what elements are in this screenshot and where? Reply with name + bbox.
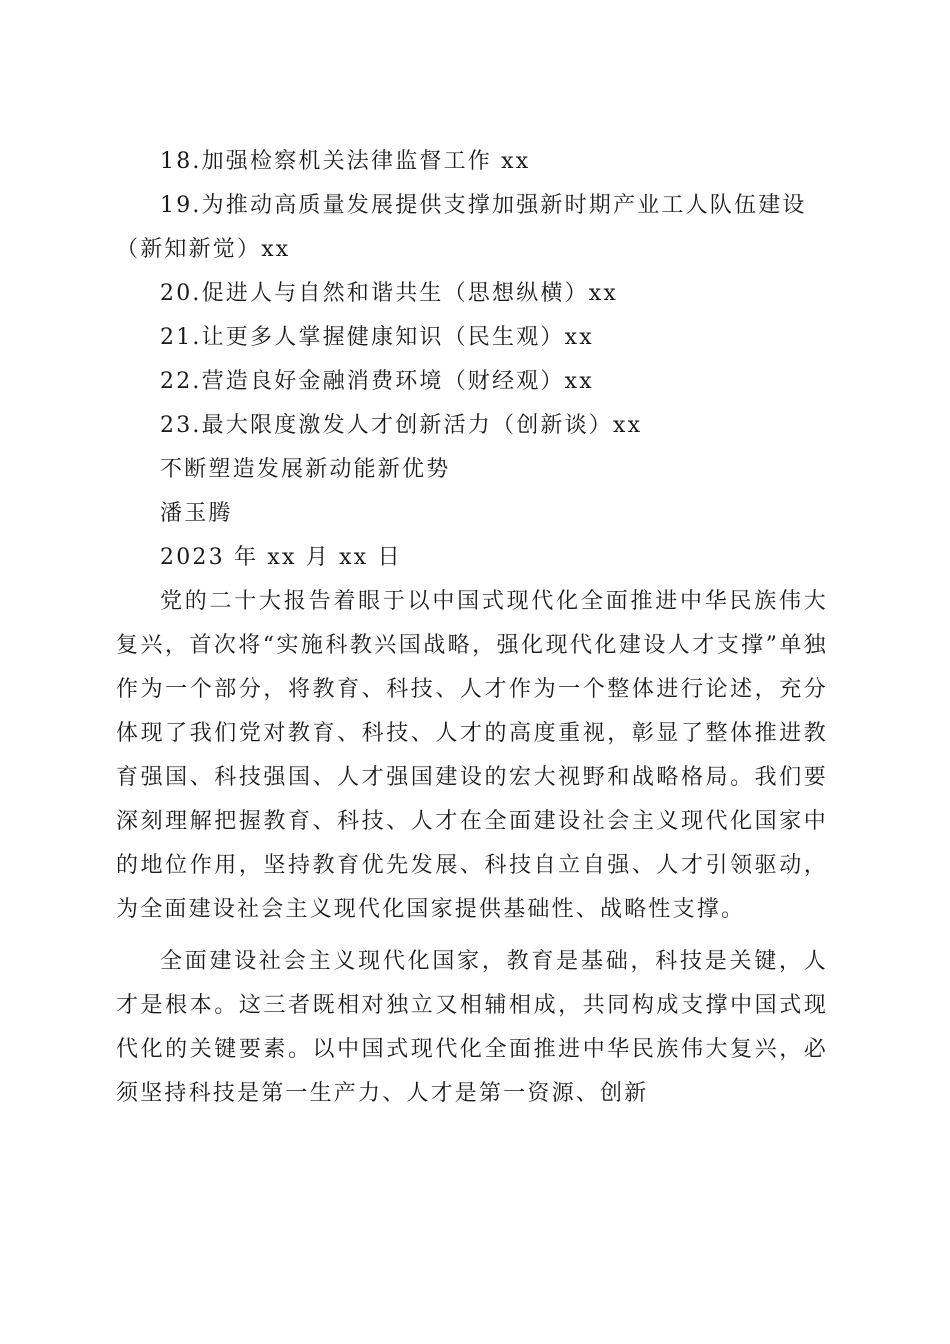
article-paragraph-1: 党的二十大报告着眼于以中国式现代化全面推进中华民族伟大复兴，首次将“实施科教兴国战略，强化现代化建设人才支撑”单独作为一个部分，将教育、科技、人才作为一个整体进行论述，充分体现了我们党对教育、科技、人才的高度重视，彰显了整体推进教育强国、科技强国、人才强国建设的宏大视野和战略格局。我们要深刻理解把握教育、科技、人才在全面建设社会主义现代化国家中的地位作用，坚持教育优先发展、科技自立自强、人才引领驱动，为全面建设社会主义现代化国家提供基础性、战略性支撑。 (116, 589, 828, 922)
document-body (116, 140, 828, 1116)
article-paragraph-2: 全面建设社会主义现代化国家，教育是基础，科技是关键，人才是根本。这三者既相对独立又相辅相成，共同构成支撑中国式现代化的关键要素。以中国式现代化全面推进中华民族伟大复兴，必须坚持科技是第一生产力、人才是第一资源、创新 (116, 949, 828, 1106)
list-item-23: 23.最大限度激发人才创新活力（创新谈）xx (160, 413, 643, 438)
article-title: 不断塑造发展新动能新优势 (160, 457, 451, 482)
article-date: 2023 年 xx 月 xx 日 (160, 545, 402, 570)
list-item-18: 18.加强检察机关法律监督工作 xx (160, 149, 531, 174)
list-item-22: 22.营造良好金融消费环境（财经观）xx (160, 369, 594, 394)
list-item-21: 21.让更多人掌握健康知识（民生观）xx (160, 325, 594, 350)
article-author: 潘玉腾 (160, 501, 233, 526)
list-item-19: 19.为推动高质量发展提供支撑加强新时期产业工人队伍建设（新知新觉）xx (116, 193, 807, 262)
list-item-20: 20.促进人与自然和谐共生（思想纵横）xx (160, 281, 619, 306)
